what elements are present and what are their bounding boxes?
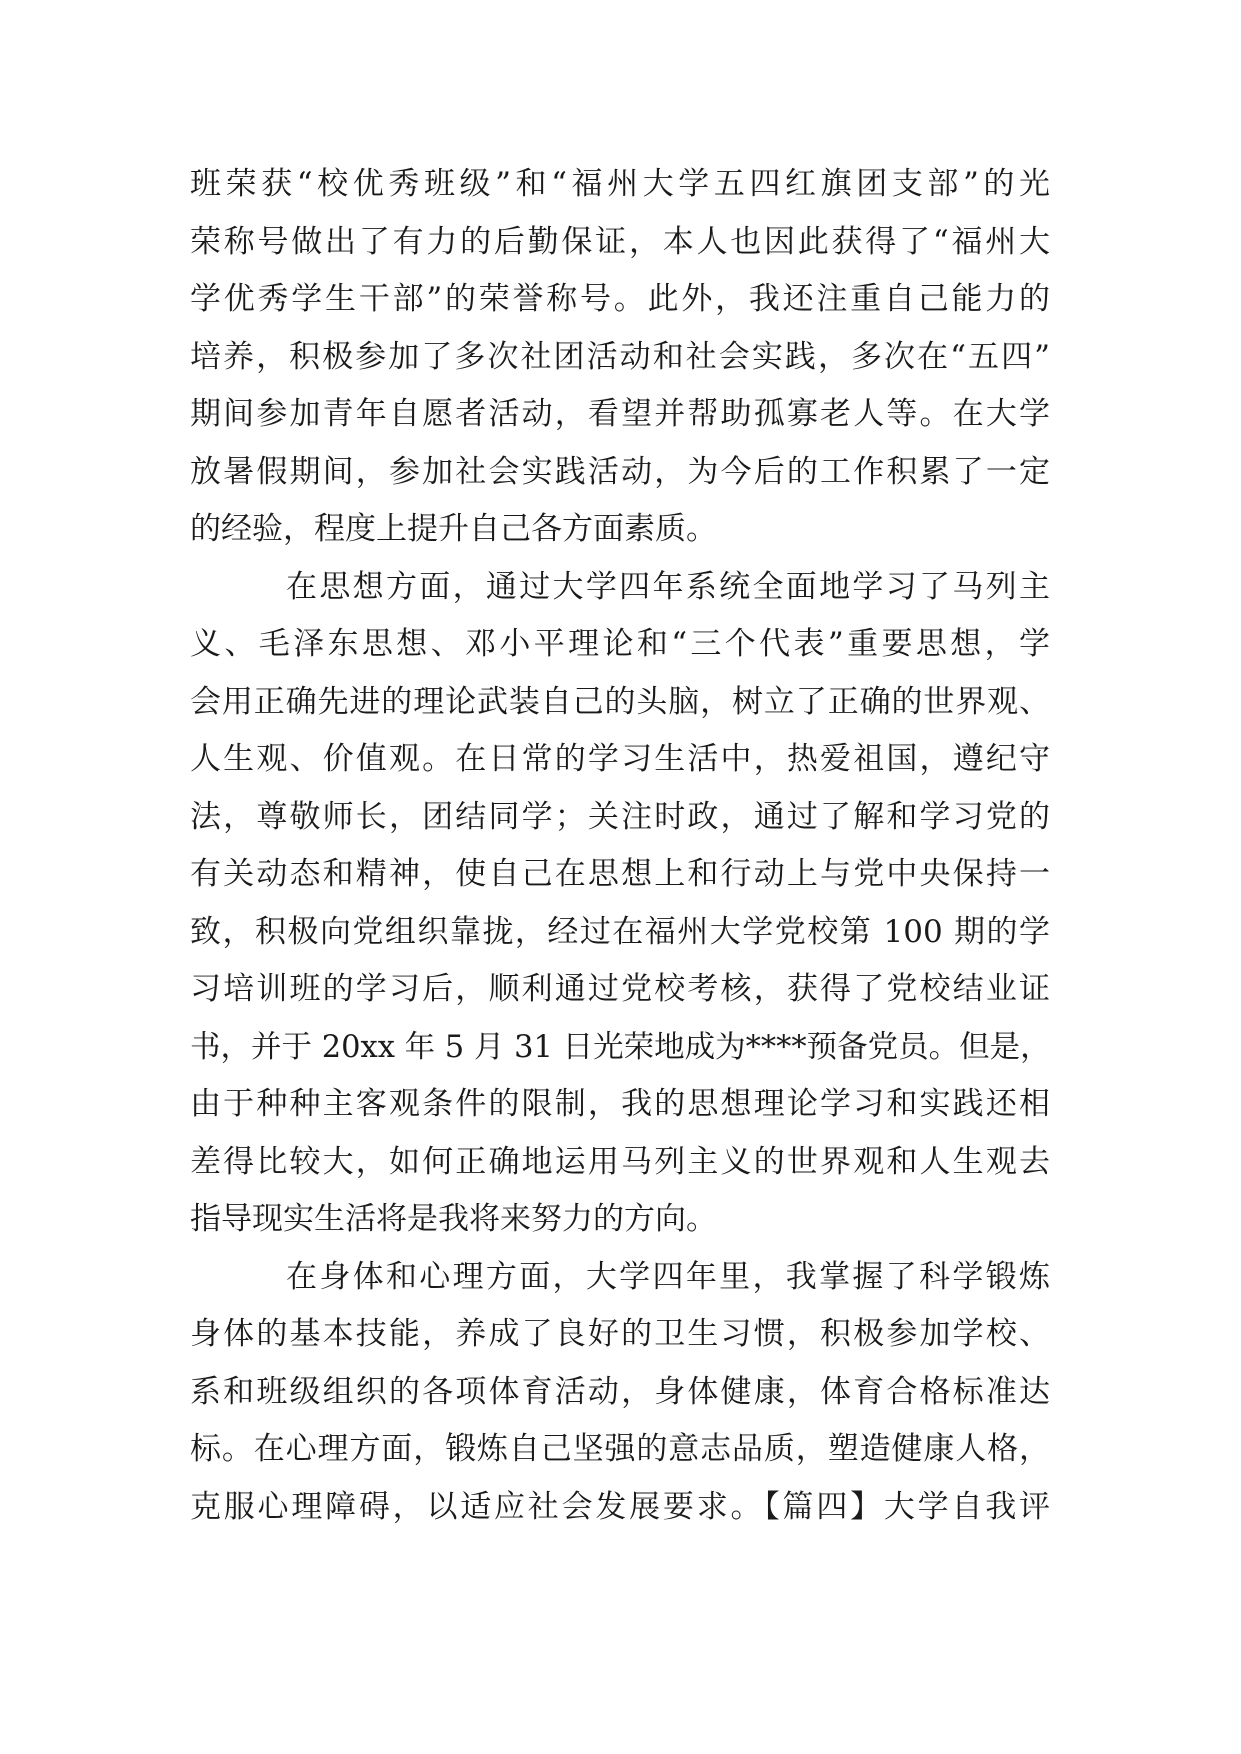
text-line: 由于种种主客观条件的限制，我的思想理论学习和实践还相 bbox=[190, 1086, 1050, 1122]
text-line: 在身体和心理方面，大学四年里，我掌握了科学锻炼 bbox=[286, 1258, 1050, 1295]
text-line: 会用正确先进的理论武装自己的头脑，树立了正确的世界观、 bbox=[190, 683, 1050, 720]
text-line: 荣称号做出了有力的后勤保证，本人也因此获得了“福州大 bbox=[190, 223, 1050, 260]
text-line: 的经验，程度上提升自己各方面素质。 bbox=[190, 511, 717, 547]
text-line: 在思想方面，通过大学四年系统全面地学习了马列主 bbox=[286, 568, 1050, 605]
text-line: 班荣获“校优秀班级”和“福州大学五四红旗团支部”的光 bbox=[190, 166, 1050, 202]
text-line: 克服心理障碍，以适应社会发展要求。【篇四】大学自我评 bbox=[190, 1488, 1050, 1525]
text-line: 身体的基本技能，养成了良好的卫生习惯，积极参加学校、 bbox=[190, 1316, 1050, 1352]
text-line: 系和班级组织的各项体育活动，身体健康，体育合格标准达 bbox=[190, 1373, 1050, 1410]
text-line: 期间参加青年自愿者活动，看望并帮助孤寡老人等。在大学 bbox=[190, 396, 1050, 432]
text-line: 致，积极向党组织靠拢，经过在福州大学党校第 100 期的学 bbox=[190, 913, 1050, 950]
paragraph-ideology bbox=[190, 559, 1050, 1249]
text-line: 标。在心理方面，锻炼自己坚强的意志品质，塑造健康人格， bbox=[190, 1431, 1050, 1467]
text-line: 有关动态和精神，使自己在思想上和行动上与党中央保持一 bbox=[190, 856, 1050, 892]
text-line: 放暑假期间，参加社会实践活动，为今后的工作积累了一定 bbox=[190, 453, 1050, 490]
text-line: 法，尊敬师长，团结同学；关注时政，通过了解和学习党的 bbox=[190, 798, 1050, 835]
paragraph-physical-mental bbox=[190, 1249, 1050, 1537]
text-line: 差得比较大，如何正确地运用马列主义的世界观和人生观去 bbox=[190, 1143, 1050, 1180]
paragraph-student-activities bbox=[190, 156, 1050, 559]
text-line: 人生观、价值观。在日常的学习生活中，热爱祖国，遵纪守 bbox=[190, 741, 1050, 777]
text-line: 学优秀学生干部”的荣誉称号。此外，我还注重自己能力的 bbox=[190, 281, 1050, 317]
text-line: 习培训班的学习后，顺利通过党校考核，获得了党校结业证 bbox=[190, 971, 1050, 1007]
document-body bbox=[190, 156, 1050, 1536]
text-line: 书，并于 20xx 年 5 月 31 日光荣地成为****预备党员。但是， bbox=[190, 1029, 1051, 1065]
text-line: 培养，积极参加了多次社团活动和社会实践，多次在“五四” bbox=[190, 338, 1050, 375]
text-line: 指导现实生活将是我将来努力的方向。 bbox=[190, 1201, 717, 1237]
text-line: 义、毛泽东思想、邓小平理论和“三个代表”重要思想，学 bbox=[190, 626, 1050, 662]
